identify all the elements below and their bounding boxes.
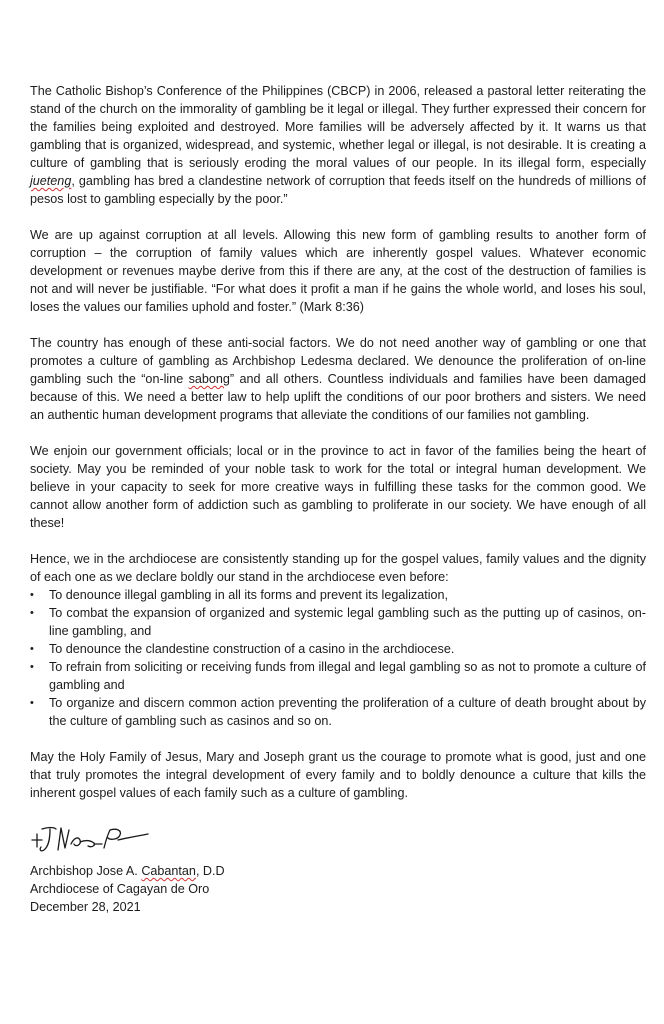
paragraph-anti-social-text-b: ” and all others. Countless individuals and families have been damaged because of this. We need a better law to help uplift the conditions of our poor brothers and sisters. We need an authentic human development programs that alleviate the conditions of our families not gambling. [30, 372, 646, 422]
word-sabong: sabong [188, 372, 230, 386]
word-jueteng: jueteng [30, 174, 72, 188]
paragraph-closing-prayer: May the Holy Family of Jesus, Mary and Joseph grant us the courage to promote what is good, just and one that truly promotes the integral development of every family and to boldly denounce a culture that kills the inherent gospel values of each family such as a culture of gambling. [30, 750, 646, 800]
bullet-icon: • [30, 589, 34, 601]
signature-block [30, 820, 646, 916]
paragraph-officials: We enjoin our government officials; local or in the province to act in favor of the families being the heart of society. May you be reminded of your noble task to work for the total or integral human development. We believe in your capacity to seek for more creative ways in fulfilling these tasks for the common good. We cannot allow another form of addiction such as gambling to proliferate in our society. We have enough of all these! [30, 444, 646, 530]
list-item-text: To denounce the clandestine construction of a casino in the archdiocese. [49, 642, 455, 656]
paragraph-cbcp-text-a: The Catholic Bishop’s Conference of the Philippines (CBCP) in 2006, released a pastoral letter reiterating the stand of the church on the immorality of gambling be it legal or illegal. They further expressed their concern for the families being exploited and destroyed. More families will be adversely affected by it. It warns us that gambling that is organized, widespread, and systemic, whether legal or illegal, is not desirable. It is creating a culture of gambling that is seriously eroding the moral values of our people. In its illegal form, especially [30, 84, 646, 170]
stand-list [30, 586, 646, 730]
paragraph-cbcp [30, 82, 646, 208]
paragraph-anti-social [30, 334, 646, 424]
stand-section [30, 550, 646, 730]
signatory-surname: Cabantan [141, 864, 196, 878]
paragraph-anti-social-text-a: The country has enough of these anti-social factors. We do not need another way of gambling or one that promotes a culture of gambling as Archbishop Ledesma declared. We denounce the proliferation of on-line gambling such the “on-line [30, 336, 646, 386]
list-item [30, 658, 646, 694]
signatory-name-text-a: Archbishop Jose A. [30, 864, 142, 878]
list-item [30, 694, 646, 730]
stand-intro: Hence, we in the archdiocese are consistently standing up for the gospel values, family values and the dignity of each one as we declare boldly our stand in the archdiocese even before: [30, 552, 646, 584]
list-item-text: To denounce illegal gambling in all its forms and prevent its legalization, [49, 588, 449, 602]
paragraph-cbcp-text-b: , gambling has bred a clandestine network of corruption that feeds itself on the hundreds of millions of pesos lost to gambling especially by the poor.” [30, 174, 646, 206]
list-item-text: To refrain from soliciting or receiving funds from illegal and legal gambling so as not to promote a culture of gambling and [49, 660, 646, 692]
signatory-office: Archdiocese of Cagayan de Oro [30, 882, 210, 896]
list-item [30, 586, 646, 604]
signatory-name-text-b: , D.D [195, 864, 225, 878]
list-item [30, 640, 646, 658]
bullet-icon: • [30, 661, 34, 673]
paragraph-corruption: We are up against corruption at all levels. Allowing this new form of gambling results to another form of corruption – the corruption of family values which are inherently gospel values. Whatever economic development or revenues maybe derive from this if there are any, at the cost of the destruction of families is not and will never be justifiable. “For what does it profit a man if he gains the whole world, and loses his soul, loses the values our families uphold and foster.” (Mark 8:36) [30, 228, 646, 314]
bullet-icon: • [30, 643, 34, 655]
list-item [30, 604, 646, 640]
pastoral-letter [30, 82, 646, 916]
signatory-name [30, 862, 646, 880]
letter-date: December 28, 2021 [30, 900, 141, 914]
handwritten-signature [30, 820, 170, 858]
list-item-text: To organize and discern common action preventing the proliferation of a culture of death brought about by the culture of gambling such as casinos and so on. [49, 696, 646, 728]
list-item-text: To combat the expansion of organized and systemic legal gambling such as the putting up of casinos, on-line gambling, and [49, 606, 646, 638]
bullet-icon: • [30, 607, 34, 619]
bullet-icon: • [30, 697, 34, 709]
